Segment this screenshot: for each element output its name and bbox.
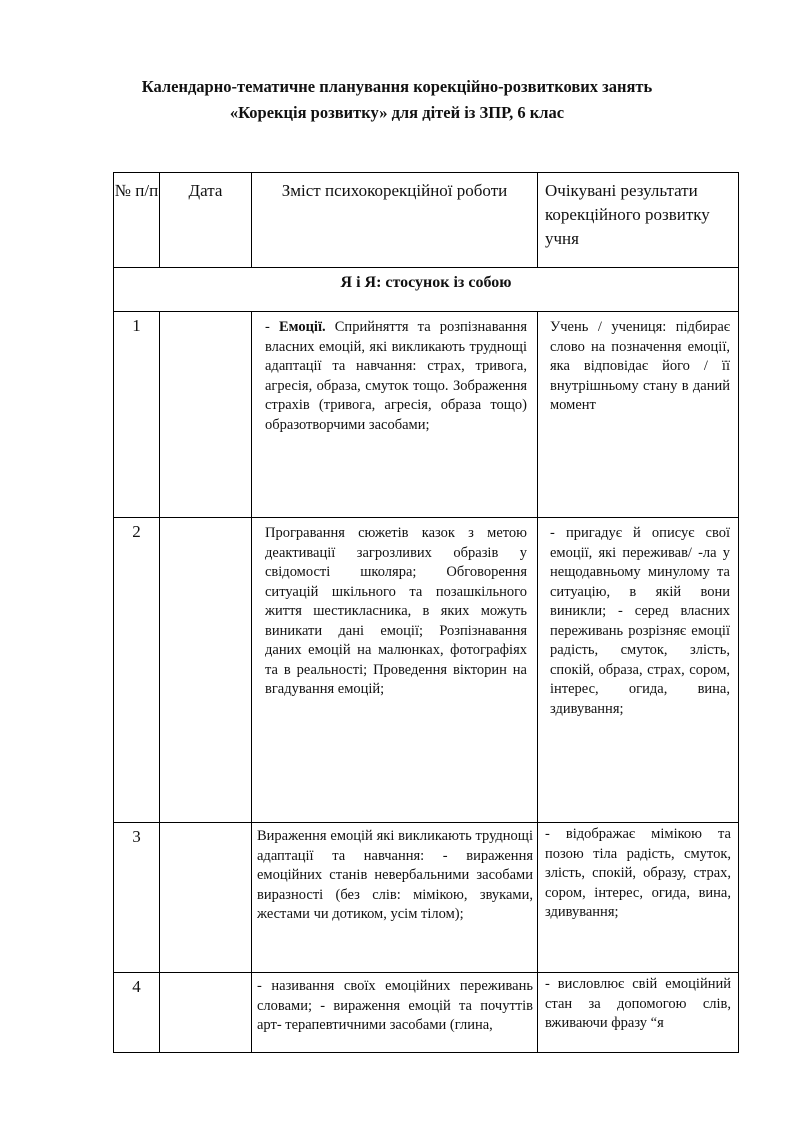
planning-table [113,172,739,1053]
row-number: 2 [114,518,160,823]
table-header-row [114,173,739,268]
row-result: Учень / учениця: підбирає слово на позначення емоції, яка відповідає його / її внутрішньому стану в даний момент [538,312,739,518]
header-date: Дата [160,173,252,268]
document-title-line2: «Корекція розвитку» для дітей із ЗПР, 6 клас [229,103,565,122]
header-result: Очікувані результати корекційного розвитку учня [538,173,739,268]
row-content: - Емоції. Сприйняття та розпізнавання власних емоцій, які викликають труднощі адаптації та навчання: страх, тривога, агресія, образа, смуток тощо. Зображення страхів (тривога, агресія, образа тощо) образотворчими засобами; [252,312,538,518]
row-content-text: Сприйняття та розпізнавання власних емоцій, які викликають труднощі адаптації та навчання: страх, тривога, агресія, образа, смуток тощо. Зображення страхів (тривога, агресія, образа тощо) образотворчими засобами; [265,319,527,433]
table-row [114,312,739,518]
table-row [114,518,739,823]
table-row [114,823,739,973]
row-result: - відображає мімікою та позою тіла радість, смуток, злість, спокій, образу, страх, сором, інтерес, огида, вина, здивування; [538,823,739,973]
document-title-line1: Календарно-тематичне планування корекційно-розвиткових занять [141,77,653,96]
row-number: 1 [114,312,160,518]
row-date [160,973,252,1053]
row-date [160,518,252,823]
row-result: - висловлює свій емоційний стан за допомогою слів, вживаючи фразу “я [538,973,739,1053]
header-content: Зміст психокорекційної роботи [252,173,538,268]
row-date [160,823,252,973]
row-number: 3 [114,823,160,973]
header-no: № п/п [114,173,160,268]
row-content-lead: Емоції. [278,319,326,335]
row-content: - називання своїх емоційних переживань словами; - вираження емоцій та почуттів арт- терапевтичними засобами (глина, [252,973,538,1053]
row-number: 4 [114,973,160,1053]
section-row [114,268,739,312]
section-title: Я і Я: стосунок із собою [114,268,739,312]
row-date [160,312,252,518]
row-content: Вираження емоцій які викликають труднощі адаптації та навчання: - вираження емоційних станів невербальними засобами виразності (без слів: мімікою, звуками, жестами чи дотиком, усім тілом); [252,823,538,973]
table-row [114,973,739,1053]
row-result: - пригадує й описує свої емоції, які переживав/ -ла у нещодавньому минулому та ситуацію, в якій вони виникли; - серед власних переживань розрізняє емоції радість, смуток, злість, спокій, образа, страх, сором, інтерес, огида, вина, здивування; [538,518,739,823]
row-content: Програвання сюжетів казок з метою деактивації загрозливих образів у свідомості школяра; Обговорення ситуацій шкільного та позашкільного життя шестикласника, в яких можуть виникати дані емоції; Розпізнавання даних емоцій на малюнках, фотографіях та в реальності; Проведення вікторин на вгадування емоцій; [252,518,538,823]
